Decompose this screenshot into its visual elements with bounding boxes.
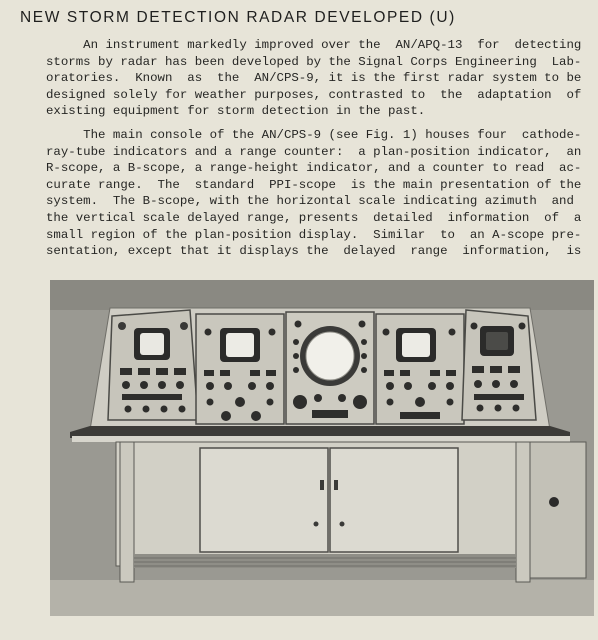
text-line: designed solely for weather purposes, contrasted to the adaptation of <box>46 87 582 102</box>
text-line: small region of the plan-position display. Similar to an A-scope pre- <box>46 227 582 242</box>
radar-console-illustration <box>50 280 594 616</box>
paragraph-2 <box>46 127 592 260</box>
text-line: storms by radar has been developed by the Signal Corps Engineering Lab- <box>46 54 582 69</box>
console-lower-cabinet <box>116 442 586 582</box>
panel-ppi-center <box>286 312 374 424</box>
panel-left <box>108 310 198 420</box>
console-photograph <box>50 280 594 616</box>
text-line: existing equipment for storm detection in the past. <box>46 104 426 119</box>
text-line: sentation, except that it displays the delayed range information, is <box>46 244 582 259</box>
text-line: An instrument markedly improved over the AN/APQ-13 for detecting <box>46 38 582 52</box>
panel-right-center <box>376 314 464 424</box>
article-title: NEW STORM DETECTION RADAR DEVELOPED (U) <box>20 9 456 26</box>
panel-right <box>462 310 536 420</box>
paragraph-1 <box>46 37 592 120</box>
text-line: system. The B-scope, with the horizontal scale indicating azimuth and <box>46 194 574 209</box>
text-line: The main console of the AN/CPS-9 (see Fig. 1) houses four cathode- <box>46 128 582 142</box>
panel-left-center <box>196 314 284 424</box>
text-line: ray-tube indicators and a range counter: a plan-position indicator, an <box>46 144 582 159</box>
text-line: the vertical scale delayed range, presents detailed information of a <box>46 210 582 225</box>
text-line: oratories. Known as the AN/CPS-9, it is the first radar system to be <box>46 71 582 86</box>
console-desk <box>70 426 570 442</box>
text-line: R-scope, a B-scope, a range-height indicator, and a counter to read ac- <box>46 161 582 176</box>
text-line: curate range. The standard PPI-scope is the main presentation of the <box>46 177 582 192</box>
